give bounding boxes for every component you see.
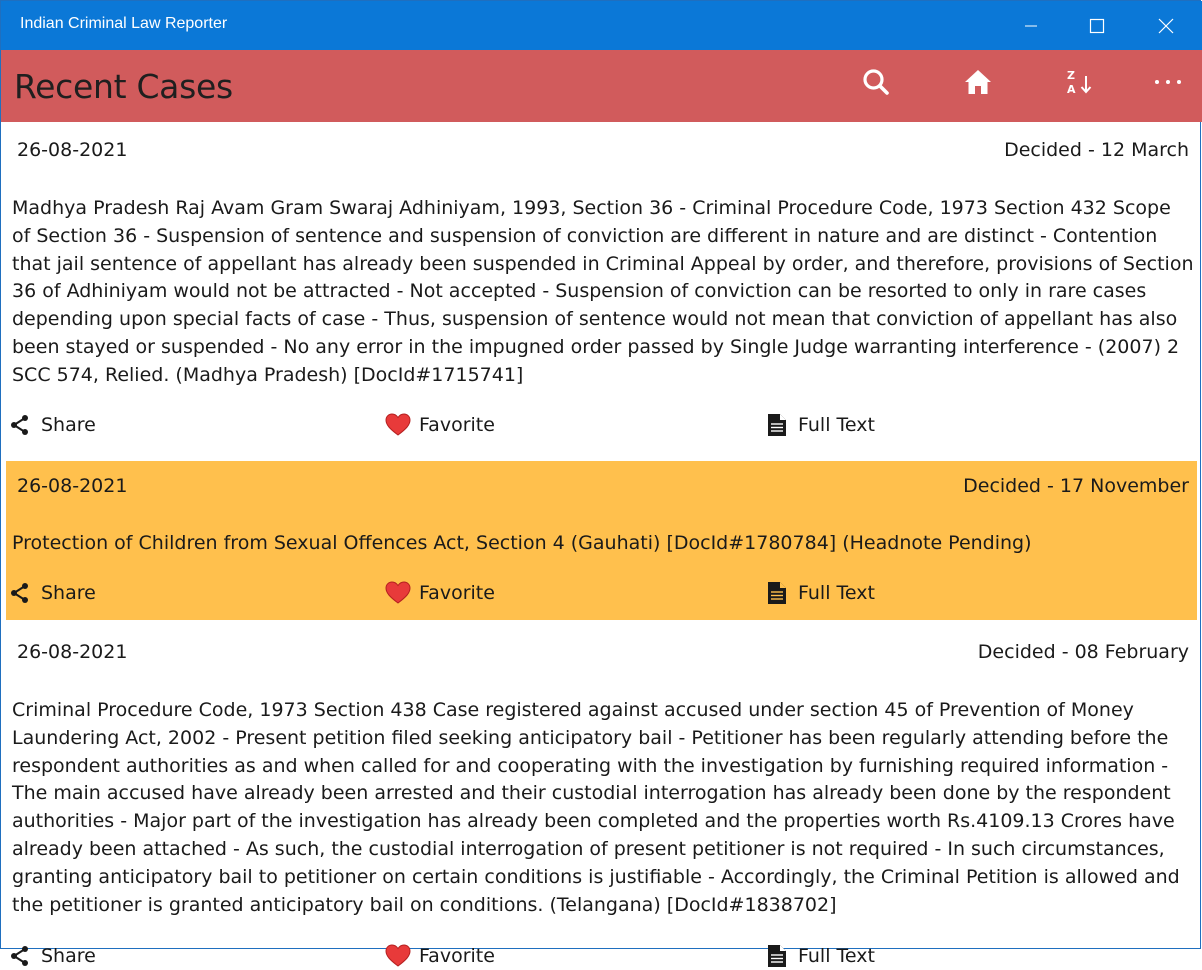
case-item[interactable] (6, 122, 1197, 459)
favorite-button[interactable] (386, 942, 495, 970)
case-list[interactable] (1, 122, 1202, 967)
case-item-selected[interactable] (6, 461, 1197, 620)
case-date: 26-08-2021 (17, 475, 128, 497)
case-item[interactable] (6, 627, 1197, 967)
share-icon (8, 413, 32, 437)
share-label: Share (41, 945, 96, 967)
full-text-label: Full Text (798, 414, 875, 436)
sort-button[interactable] (1058, 64, 1102, 100)
search-icon (862, 68, 890, 96)
case-decided: Decided - 12 March (1004, 139, 1189, 161)
search-button[interactable] (854, 64, 898, 100)
more-button[interactable] (1146, 64, 1190, 100)
heart-icon (386, 413, 410, 437)
svg-text:Z: Z (1067, 69, 1075, 82)
share-button[interactable] (8, 579, 96, 607)
sort-za-icon (1065, 67, 1095, 97)
svg-text:A: A (1067, 83, 1076, 96)
minimize-button[interactable] (998, 1, 1064, 50)
close-button[interactable] (1133, 1, 1199, 50)
full-text-button[interactable] (765, 942, 875, 970)
favorite-button[interactable] (386, 579, 495, 607)
full-text-button[interactable] (765, 579, 875, 607)
full-text-label: Full Text (798, 945, 875, 967)
favorite-label: Favorite (419, 945, 495, 967)
case-decided: Decided - 17 November (963, 475, 1189, 497)
share-icon (8, 944, 32, 968)
full-text-button[interactable] (765, 411, 875, 439)
more-icon (1152, 77, 1184, 87)
case-headnote: Madhya Pradesh Raj Avam Gram Swaraj Adhiniyam, 1993, Section 36 - Criminal Procedure Code, 1973 Section 432 Scope of Section 36 - Suspension of sentence and suspension of conviction are different in nature and are distinct - Contention that jail sentence of appellant has already been suspended in Criminal Appeal by order, and therefore, provisions of Section 36 of Adhiniyam would not be attracted - Not accepted - Suspension of conviction can be resorted to only in rare cases depending upon special facts of case - Thus, suspension of sentence would not mean that conviction of appellant has also been stayed or suspended - No any error in the impugned order passed by Single Judge warranting interference - (2007) 2 SCC 574, Relied. (Madhya Pradesh) [DocId#1715741] (12, 197, 1194, 386)
document-icon (765, 413, 789, 437)
case-headnote: Criminal Procedure Code, 1973 Section 438 Case registered against accused under section 45 of Prevention of Money Laundering Act, 2002 - Present petition filed seeking anticipatory bail - Petitioner has been regularly attending before the respondent authorities as and when called for and cooperating with the investigation by furnishing required information - The main accused have already been arrested and their custodial interrogation has already been done by the respondent authorities - Major part of the investigation has already been completed and the properties worth Rs.4109.13 Crores have already been attached - As such, the custodial interrogation of present petitioner is not required - In such circumstances, granting anticipatory bail to petitioner on certain conditions is justifiable - Accordingly, the Criminal Petition is allowed and the petitioner is granted anticipatory bail on conditions. (Telangana) [DocId#1838702] (12, 699, 1180, 916)
document-icon (765, 944, 789, 968)
app-title: Indian Criminal Law Reporter (20, 15, 228, 32)
page-title: Recent Cases (14, 67, 233, 106)
case-decided: Decided - 08 February (977, 641, 1189, 663)
maximize-icon (1089, 18, 1105, 34)
share-label: Share (41, 582, 96, 604)
heart-icon (386, 944, 410, 968)
share-button[interactable] (8, 411, 96, 439)
case-date: 26-08-2021 (17, 139, 128, 161)
maximize-button[interactable] (1064, 1, 1130, 50)
home-button[interactable] (956, 64, 1000, 100)
share-label: Share (41, 414, 96, 436)
share-icon (8, 581, 32, 605)
document-icon (765, 581, 789, 605)
case-headnote: Protection of Children from Sexual Offences Act, Section 4 (Gauhati) [DocId#1780784] (Headnote Pending) (12, 532, 1032, 554)
home-icon (963, 68, 993, 96)
case-date: 26-08-2021 (17, 641, 128, 663)
heart-icon (386, 581, 410, 605)
app-header (1, 50, 1202, 122)
full-text-label: Full Text (798, 582, 875, 604)
favorite-label: Favorite (419, 582, 495, 604)
minimize-icon (1024, 19, 1038, 33)
favorite-label: Favorite (419, 414, 495, 436)
title-bar[interactable] (1, 1, 1202, 50)
close-icon (1158, 18, 1174, 34)
favorite-button[interactable] (386, 411, 495, 439)
share-button[interactable] (8, 942, 96, 970)
